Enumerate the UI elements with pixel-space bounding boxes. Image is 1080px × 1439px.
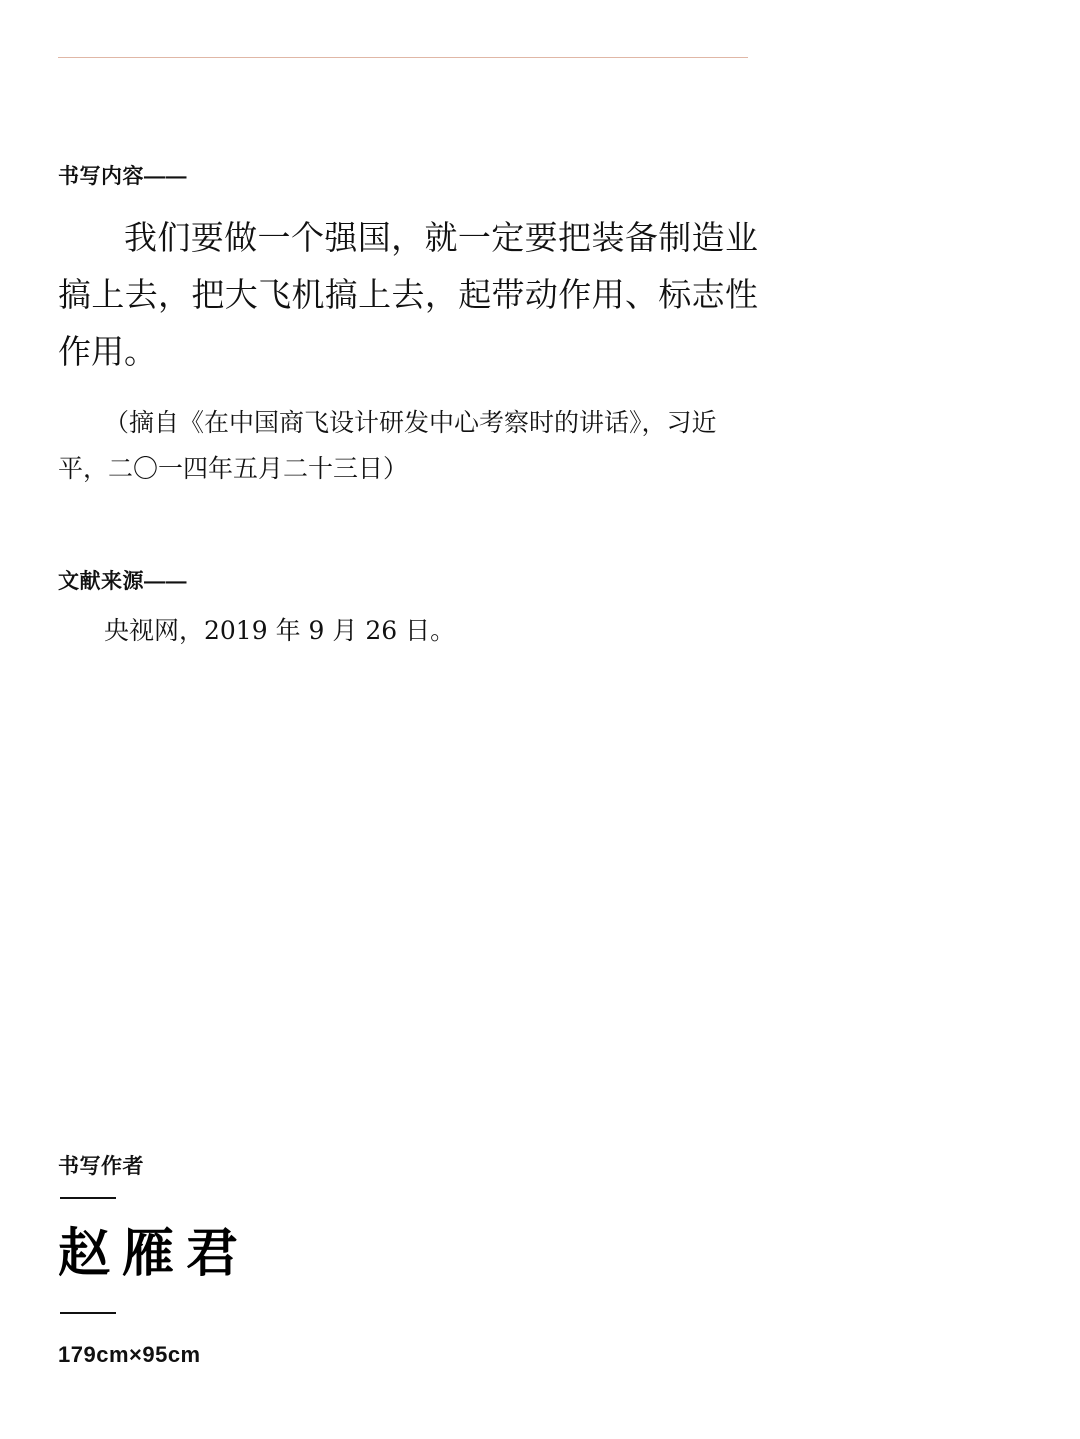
author-block [58, 1150, 758, 1368]
source-section-label: 文献来源—— [58, 570, 187, 593]
top-divider [58, 57, 748, 58]
source-text: 央视网，2019 年 9 月 26 日。 [104, 616, 456, 645]
artwork-dimension: 179cm×95cm [58, 1342, 201, 1368]
content-section-label: 书写内容—— [58, 165, 187, 188]
author-label: 书写作者 [58, 1155, 144, 1178]
author-divider-bottom [60, 1312, 116, 1314]
author-divider-top [60, 1197, 116, 1199]
quote-body-text: 我们要做一个强国，就一定要把装备制造业搞上去，把大飞机搞上去，起带动作用、标志性作用。 [58, 218, 758, 371]
author-name: 赵雁君 [58, 1223, 251, 1284]
quote-attribution: （摘自《在中国商飞设计研发中心考察时的讲话》，习近平，二〇一四年五月二十三日） [58, 408, 717, 484]
